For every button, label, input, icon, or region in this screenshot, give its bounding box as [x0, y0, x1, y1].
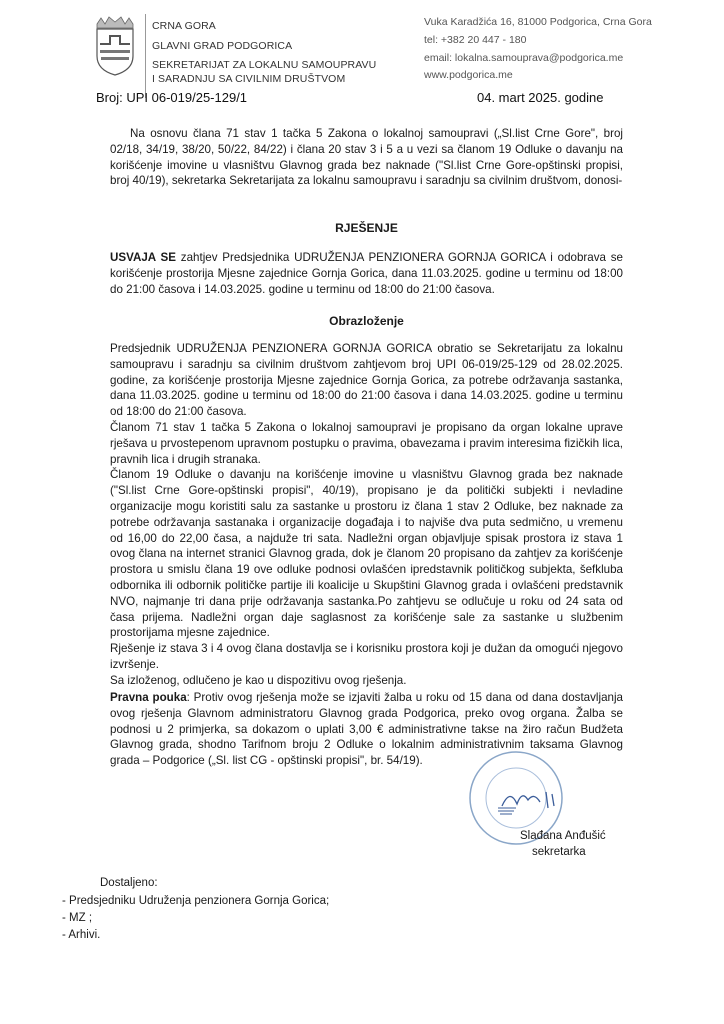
intro-text: Na osnovu člana 71 stav 1 tačka 5 Zakona o lokalnoj samoupravi („Sl.list Crne Gore", broj 02/18, 34/19, 38/20, 50/22, 84/22) i člana 20 stav 3 i 5 a u vezi sa članom 19 Odluke o davanju na korišćenje imovine u vlasništvu Glavnog grada bez naknade ("Sl.list Crne Gore-opštinski propisi, broj 40/19), sekretarka Sekretarijata za lokalnu samoupravu i saradnju sa civilnim društvom, donosi- — [110, 127, 623, 188]
signatory-name: Slađana Anđušić — [520, 830, 606, 842]
delivery-title: Dostaljeno: — [100, 877, 158, 889]
contact-website: www.podgorica.me — [424, 69, 513, 81]
reasoning-body — [110, 341, 623, 689]
reasoning-paragraph-5: Sa izloženog, odlučeno je kao u dispozitivu ovog rješenja. — [110, 673, 407, 687]
document-number: Broj: UPI 06-019/25-129/1 — [96, 90, 248, 105]
decision-lead: USVAJA SE — [110, 251, 176, 264]
contact-phone: tel: +382 20 447 - 180 — [424, 34, 527, 46]
decision-title: RJEŠENJE — [335, 221, 398, 235]
decision-paragraph — [110, 250, 623, 297]
header-secretariat-2: I SARADNJU SA CIVILNIM DRUŠTVOM — [152, 73, 346, 85]
intro-paragraph — [110, 126, 623, 189]
header-divider — [145, 14, 146, 98]
delivery-item: - MZ ; — [62, 912, 93, 924]
delivery-item: - Arhivi. — [62, 929, 101, 941]
reasoning-title: Obrazloženje — [329, 314, 404, 328]
reasoning-paragraph-2: Članom 71 stav 1 tačka 5 Zakona o lokalnoj samoupravi je propisano da organ lokalne uprave rješava u prvostepenom upravnom postupku o pravima, obavezama i pravim interesima fizičkih lica, pravnih lica i drugih stranaka. — [110, 420, 623, 466]
reasoning-paragraph-1: Predsjednik UDRUŽENJA PENZIONERA GORNJA GORICA obratio se Sekretarijatu za lokalnu samoupravu i saradnju sa civilnim društvom zahtjevom broj UPI 06-019/25-129 od 28.02.2025. godine, za korišćenje prostorija Mjesne zajednice Gornja Gorica, za potrebe održavanja sastanka, dana 11.03.2025. godine u terminu od 18:00 do 21:00 časova i dana 14.03.2025. godine u terminu od 18:00 do 21:00 časova. — [110, 342, 623, 419]
legal-notice-text: : Protiv ovog rješenja može se izjaviti žalba u roku od 15 dana od dana dostavljanja ovog rješenja Glavnom administratoru Glavnog grada Podgorica, preko ovog organa. Žalba se podnosi u 2 primjerka, sa dokazom o uplati 3,00 € administrativne takse na žiro račun Budžeta Glavnog grada, shodno Tarifnom broju 2 Odluke o lokalnim administrativnim taksama Glavnog grada – Podgorice („Sl. list CG - opštinski propisi", br. 54/19). — [110, 691, 623, 768]
header-secretariat: SEKRETARIJAT ZA LOKALNU SAMOUPRAVU — [152, 59, 377, 71]
delivery-list — [62, 893, 329, 944]
signatory-role: sekretarka — [532, 846, 586, 858]
contact-address: Vuka Karadžića 16, 81000 Podgorica, Crna Gora — [424, 16, 652, 28]
decision-text: zahtjev Predsjednika UDRUŽENJA PENZIONERA GORNJA GORICA i odobrava se korišćenje prostorija Mjesne zajednice Gornja Gorica, dana 11.03.2025. godine u terminu od 18:00 do 21:00 časova i 14.03.2025. godine u terminu od 18:00 do 21:00 časova. — [110, 251, 624, 296]
document-date: 04. mart 2025. godine — [477, 90, 604, 105]
header-country: CRNA GORA — [152, 20, 216, 32]
legal-notice-lead: Pravna pouka — [110, 691, 187, 704]
city-crest-icon — [95, 14, 135, 76]
reasoning-paragraph-3: Članom 19 Odluke o davanju na korišćenje imovine u vlasništvu Glavnog grada bez naknade ("Sl.list Crne Gore-opštinski propisi", 40/19), propisano je da politički subjekti i nevladine organizacije mogu koristiti salu za sastanke u prostoru iz člana 1 stav 2 Odluke, bez naknade za potrebe održavanja sastanaka i organizacije događaja i to najviše dva puta sedmično, u vremenu od 16,00 do 22,00 časa, a najduže tri sata. Nadležni organ objavljuje spisak prostora iz stava 1 ovog člana na internet stranici Glavnog grada, dok je članom 20 propisano da zahtjev za korišćenje prostora u smislu člana 19 ove odluke podnosi ovlašćen ipredstavnik političkog subjekta, šefkluba odbornika ili odbornik političke partije ili koalicije u Skupštini Glavnog grada i ovlašćeni predstavnik NVO, najmanje tri dana prije održavanja sastanka.Po zahtjevu se odlučuje u roku od 24 sata od časa prijema. Nadležni organ daje saglasnost za korišćenje sale za sastanke u službenim prostorijama mjesne zajednice. — [110, 468, 623, 640]
delivery-item: - Predsjedniku Udruženja penzionera Gornja Gorica; — [62, 895, 330, 907]
header-city: GLAVNI GRAD PODGORICA — [152, 40, 293, 52]
reasoning-paragraph-4: Rješenje iz stava 3 i 4 ovog člana dostavlja se i korisniku prostora koji je dužan da omogući njegovo izvršenje. — [110, 642, 623, 671]
contact-email: email: lokalna.samouprava@podgorica.me — [424, 52, 624, 64]
